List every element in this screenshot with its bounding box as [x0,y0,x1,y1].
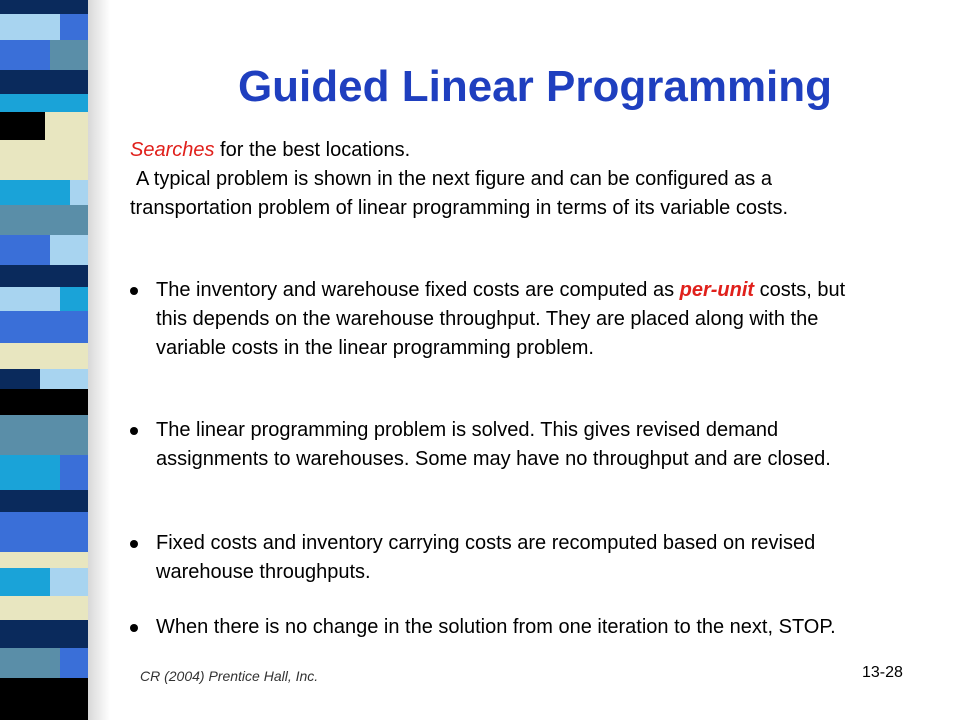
strip-block [0,0,88,14]
bullet-item-3 [130,529,875,587]
footer-credit: CR (2004) Prentice Hall, Inc. [140,668,319,684]
strip-block [40,369,88,389]
strip-block [0,596,88,620]
bullet-text-2: The linear programming problem is solved. This gives revised demand assignments to warehouses. Some may have no throughput and are closed. [156,419,831,470]
strip-block [60,14,88,40]
strip-block [0,343,88,369]
strip-edge [88,0,110,720]
strip-block [0,94,88,112]
bullet-text-3: Fixed costs and inventory carrying costs are recomputed based on revised warehouse throughputs. [156,532,816,583]
strip-block [60,287,88,311]
bullet-dot-icon [130,427,138,435]
strip-block [45,112,88,140]
bullet-dot-icon [130,540,138,548]
strip-block [0,552,88,568]
strip-block [0,389,88,415]
strip-block [0,568,50,596]
strip-block [0,14,60,40]
strip-block [70,180,88,205]
strip-block [0,180,70,205]
strip-block [50,568,88,596]
strip-block [50,40,88,70]
strip-block [60,455,88,490]
strip-block [0,235,50,265]
strip-block [0,512,88,552]
intro-line-1-rest: for the best locations. [214,139,411,161]
slide-number: 13-28 [862,664,903,681]
intro-line-2: A typical problem is shown in the next figure and can be configured as a transportation problem of linear programming in terms of its variable costs. [130,168,789,219]
strip-block [0,648,60,678]
bullet-item-1 [130,276,875,363]
bullet-item-2 [130,416,875,474]
strip-block [0,678,88,720]
bullet-1-before: The inventory and warehouse fixed costs are computed as [156,279,680,301]
bullet-1-after: costs, but this depends on the warehouse throughput. They are placed along with the variable costs in the linear programming problem. [156,279,846,359]
bullet-dot-icon [130,287,138,295]
strip-block [60,648,88,678]
strip-block [0,490,88,512]
bullet-text-1 [156,276,875,363]
strip-block [0,369,40,389]
intro-line-1 [130,136,890,165]
strip-block [0,311,88,343]
strip-block [0,205,88,235]
strip-block [0,620,88,648]
strip-block [0,140,88,180]
intro-emphasis: Searches [130,139,215,161]
bullet-text-4: When there is no change in the solution from one iteration to the next, STOP. [156,616,836,638]
bullet-dot-icon [130,624,138,632]
bullet-item-4 [130,613,875,642]
strip-block [0,455,60,490]
bullet-1-emphasis: per-unit [679,279,755,301]
strip-block [0,265,88,287]
decorative-strip [0,0,110,720]
strip-block [50,235,88,265]
slide-title: Guided Linear Programming [237,62,833,111]
strip-block [0,415,88,455]
strip-block [0,70,88,94]
strip-block [0,40,50,70]
strip-block [0,287,60,311]
strip-block [0,112,45,140]
